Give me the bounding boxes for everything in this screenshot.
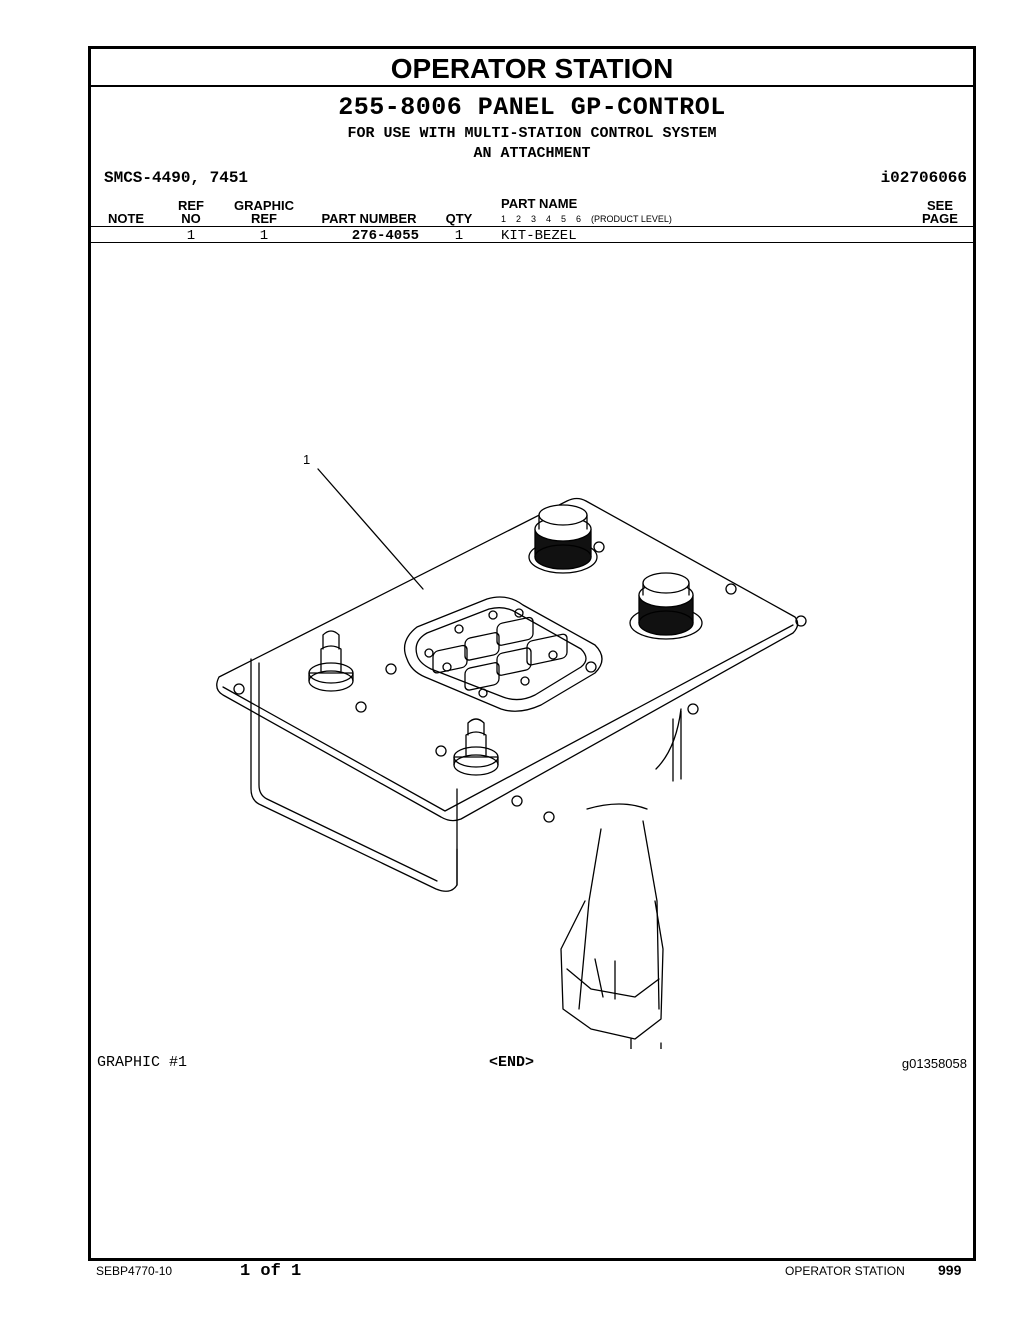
header-qty: QTY [445, 211, 473, 226]
row-rule [91, 242, 973, 243]
row-part-name: KIT-BEZEL [501, 228, 577, 244]
housing-left [251, 659, 457, 891]
header-graphic: GRAPHIC [234, 198, 294, 213]
section-title: OPERATOR STATION [91, 49, 973, 87]
graphic-label: GRAPHIC #1 [97, 1054, 188, 1071]
header-ref: REF [178, 198, 204, 213]
footer-page-number: 999 [938, 1262, 962, 1278]
bezel-screws [425, 609, 557, 697]
header-part-number: PART NUMBER [321, 211, 417, 226]
assembly-subtitle-1: FOR USE WITH MULTI-STATION CONTROL SYSTEM [347, 125, 717, 142]
illustration-id: i02706066 [880, 169, 967, 187]
header-product-level: 1 2 3 4 5 6 (PRODUCT LEVEL) [501, 214, 672, 224]
callout-number: 1 [303, 452, 311, 467]
smcs-code: SMCS-4490, 7451 [104, 169, 249, 187]
rotary-knob-1 [529, 505, 597, 573]
header-graphic-ref: REF [251, 211, 277, 226]
end-marker: <END> [489, 1054, 535, 1071]
callout-leader [318, 469, 423, 589]
housing-inner-edge [259, 663, 437, 881]
housing-edge [457, 709, 681, 885]
header-see: SEE [926, 198, 953, 213]
header-rule [91, 226, 973, 227]
keypad-buttons [433, 617, 567, 691]
header-no: NO [181, 211, 201, 226]
header-page: PAGE [922, 211, 958, 226]
row-graphic-ref: 1 [259, 228, 269, 244]
rotary-knob-2 [630, 573, 702, 639]
page-frame [88, 46, 976, 1261]
header-part-name: PART NAME [501, 196, 578, 211]
row-part-number: 276-4055 [351, 228, 419, 244]
assembly-title: 255-8006 PANEL GP-CONTROL [338, 93, 726, 122]
top-plate-edge [223, 625, 793, 811]
assembly-subtitle-2: AN ATTACHMENT [473, 145, 591, 162]
panel-illustration [211, 449, 811, 1049]
toggle-switch-left [309, 631, 353, 691]
cable-connector [561, 804, 663, 1049]
row-ref-no: 1 [186, 228, 196, 244]
header-note: NOTE [107, 211, 145, 226]
top-plate [217, 499, 798, 821]
footer-publication: SEBP4770-10 [96, 1264, 173, 1278]
graphic-id: g01358058 [901, 1056, 967, 1071]
row-qty: 1 [454, 228, 464, 244]
footer-page-of: 1 of 1 [240, 1262, 302, 1281]
housing-right-edge [673, 711, 681, 781]
toggle-switch-bottom [454, 719, 498, 775]
footer-section: OPERATOR STATION [785, 1264, 905, 1278]
